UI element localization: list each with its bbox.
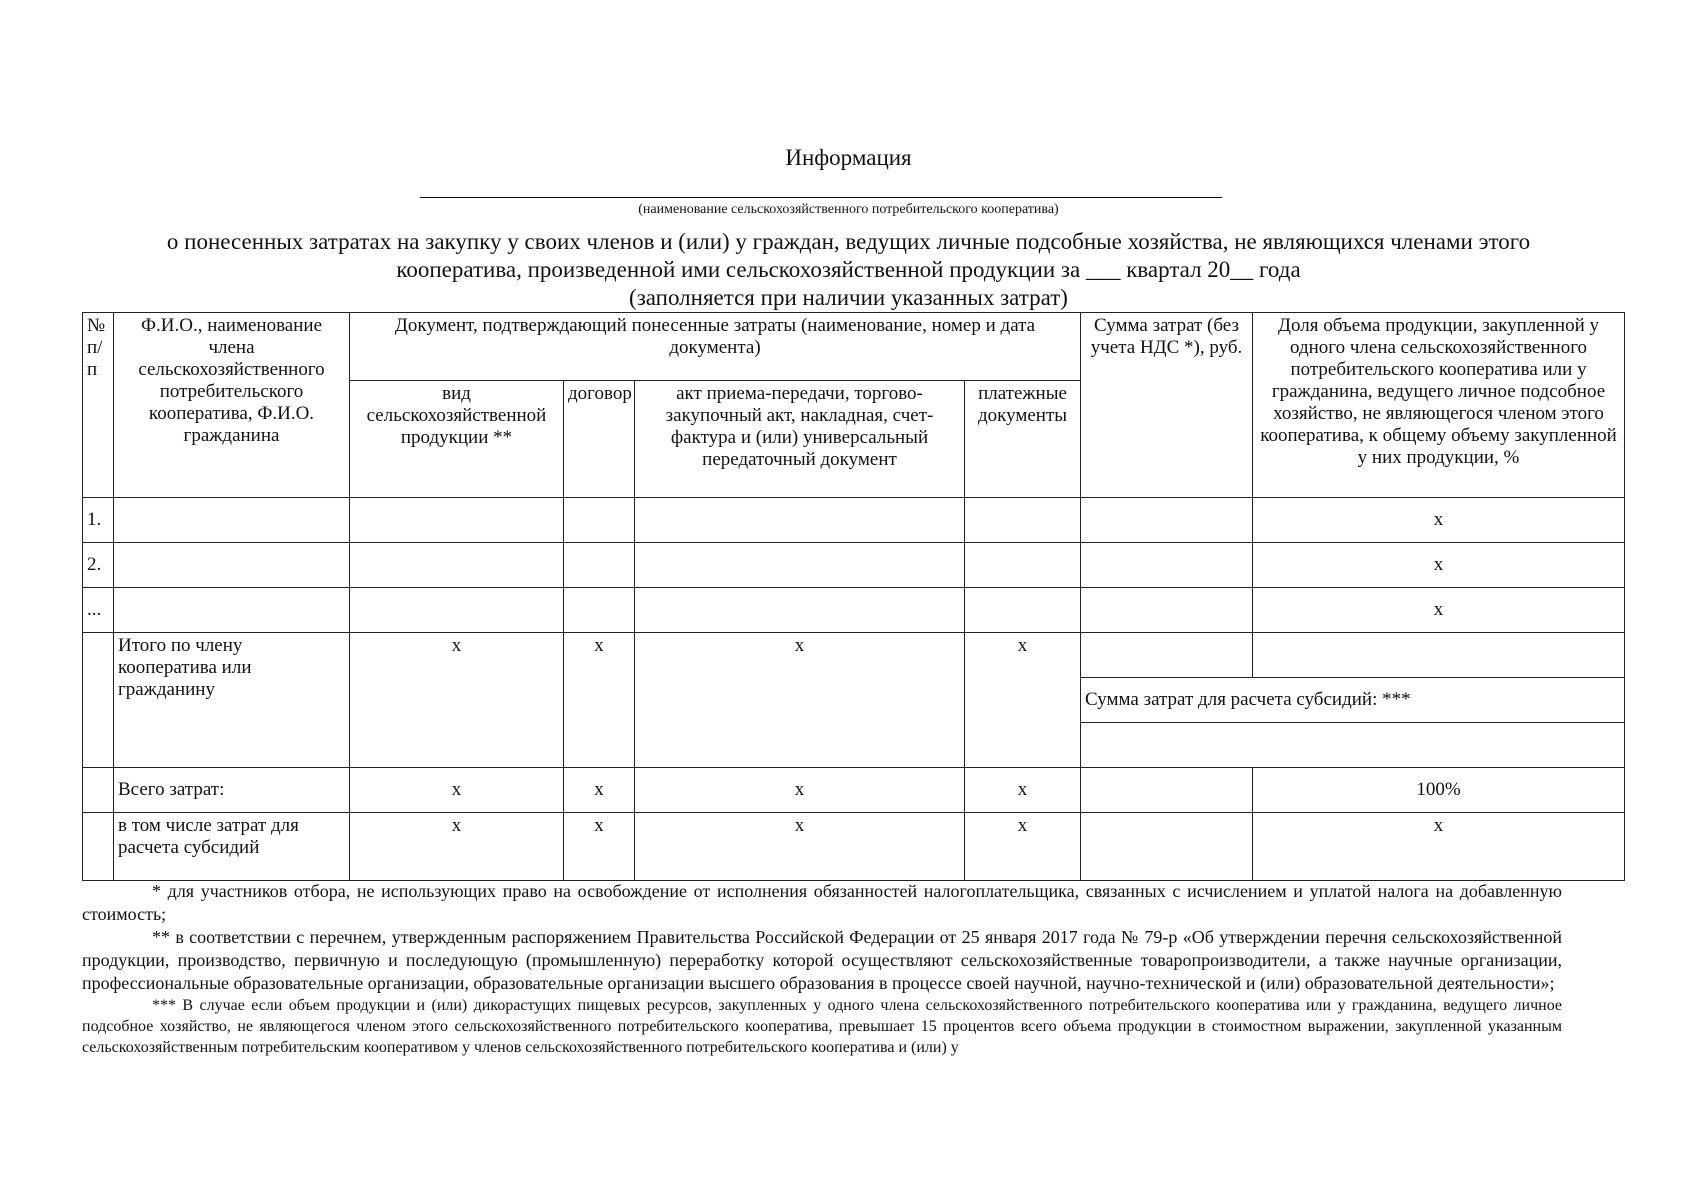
- subtotal-label: Итого по члену кооператива или гражданину: [114, 633, 350, 768]
- total-row: [83, 768, 1625, 813]
- subtitle-line-2: кооператива, произведенной ими сельскохозяйственной продукции за ___ квартал 20__ года: [396, 257, 1301, 282]
- footnotes: [82, 880, 1562, 1058]
- subtotal-row: [83, 633, 1625, 678]
- header-contract: договор: [564, 381, 635, 498]
- row-number: 2.: [83, 543, 114, 588]
- row-share: x: [1253, 543, 1625, 588]
- row-number: ...: [83, 588, 114, 633]
- subtotal-contract: x: [564, 633, 635, 768]
- subsidy-act: x: [635, 813, 965, 881]
- subsidy-sum-cell: [1081, 813, 1253, 881]
- header-act: акт приема-передачи, торгово-закупочный акт, накладная, счет-фактура и (или) универсальный передаточный документ: [635, 381, 965, 498]
- footnote-fifteen-percent: *** В случае если объем продукции и (или) дикорастущих пищевых ресурсов, закупленных у одного члена сельскохозяйственного потребительского кооператива или у гражданина, ведущего личное подсобное хозяйство, не являющегося членом этого сельскохозяйственного потребительского кооператива, превышает 15 процентов всего объема продукции в стоимостном выражении, закупленной указанным сельскохозяйственным потребительским кооперативом у членов сельскохозяйственного потребительского кооператива и (или) у: [82, 997, 1562, 1056]
- subsidy-label: в том числе затрат для расчета субсидий: [114, 813, 350, 881]
- subsidy-payment: x: [965, 813, 1081, 881]
- header-num: № п/п: [83, 313, 114, 498]
- subtotal-act: x: [635, 633, 965, 768]
- total-product-type: x: [350, 768, 564, 813]
- expenses-table: [82, 312, 1625, 881]
- table-row: [83, 498, 1625, 543]
- header-product-type: вид сельскохозяйственной продукции **: [350, 381, 564, 498]
- row-share: x: [1253, 498, 1625, 543]
- total-payment: x: [965, 768, 1081, 813]
- row-number: 1.: [83, 498, 114, 543]
- subsidy-row: [83, 813, 1625, 881]
- table-row: [83, 588, 1625, 633]
- row-share: x: [1253, 588, 1625, 633]
- total-share: 100%: [1253, 768, 1625, 813]
- cooperative-name-line: [420, 197, 1222, 198]
- subtotal-sum-cell: [1081, 633, 1253, 678]
- subtotal-payment: x: [965, 633, 1081, 768]
- subsidy-sum-value-cell: [1081, 723, 1625, 768]
- footnote-vat: * для участников отбора, не использующих право на освобождение от исполнения обязанностей налогоплательщика, связанных с исчислением и уплатой налога на добавленную стоимость;: [82, 881, 1562, 924]
- total-contract: x: [564, 768, 635, 813]
- subsidy-share: x: [1253, 813, 1625, 881]
- header-share: Доля объема продукции, закупленной у одного члена сельскохозяйственного потребительского кооператива или у гражданина, ведущего личное подсобное хозяйство, не являющегося членом этого кооператива, к общему объему закупленной у них продукции, %: [1253, 313, 1625, 498]
- subtotal-share-cell: [1253, 633, 1625, 678]
- table-row: [83, 543, 1625, 588]
- subsidy-sum-label: Сумма затрат для расчета субсидий: ***: [1081, 678, 1625, 723]
- total-act: x: [635, 768, 965, 813]
- document-title: Информация: [785, 145, 912, 170]
- subsidy-product-type: x: [350, 813, 564, 881]
- header-payment: платежные документы: [965, 381, 1081, 498]
- total-label: Всего затрат:: [114, 768, 350, 813]
- subtitle-line-1: о понесенных затратах на закупку у своих членов и (или) у граждан, ведущих личные подсобные хозяйства, не являющихся членами этого: [166, 229, 1531, 254]
- cooperative-name-caption: (наименование сельскохозяйственного потребительского кооператива): [638, 202, 1059, 217]
- header-document-group: Документ, подтверждающий понесенные затраты (наименование, номер и дата документа): [350, 313, 1081, 381]
- subtotal-product-type: x: [350, 633, 564, 768]
- footnote-product-list: ** в соответствии с перечнем, утвержденным распоряжением Правительства Российской Федерации от 25 января 2017 года № 79-р «Об утверждении перечня сельскохозяйственной продукции, производство, первичную и последующую (промышленную) переработку которой осуществляют сельскохозяйственные товаропроизводители, а также научные организации, профессиональные образовательные организации, образовательные организации высшего образования в процессе своей научной, научно-технической и (или) образовательной деятельности»;: [82, 927, 1562, 993]
- subtitle-line-3: (заполняется при наличии указанных затрат): [629, 285, 1068, 310]
- document-subtitle: [60, 228, 1637, 312]
- total-sum-cell: [1081, 768, 1253, 813]
- header-sum: Сумма затрат (без учета НДС *), руб.: [1081, 313, 1253, 498]
- subsidy-contract: x: [564, 813, 635, 881]
- header-fio: Ф.И.О., наименование члена сельскохозяйственного потребительского кооператива, Ф.И.О. гражданина: [114, 313, 350, 498]
